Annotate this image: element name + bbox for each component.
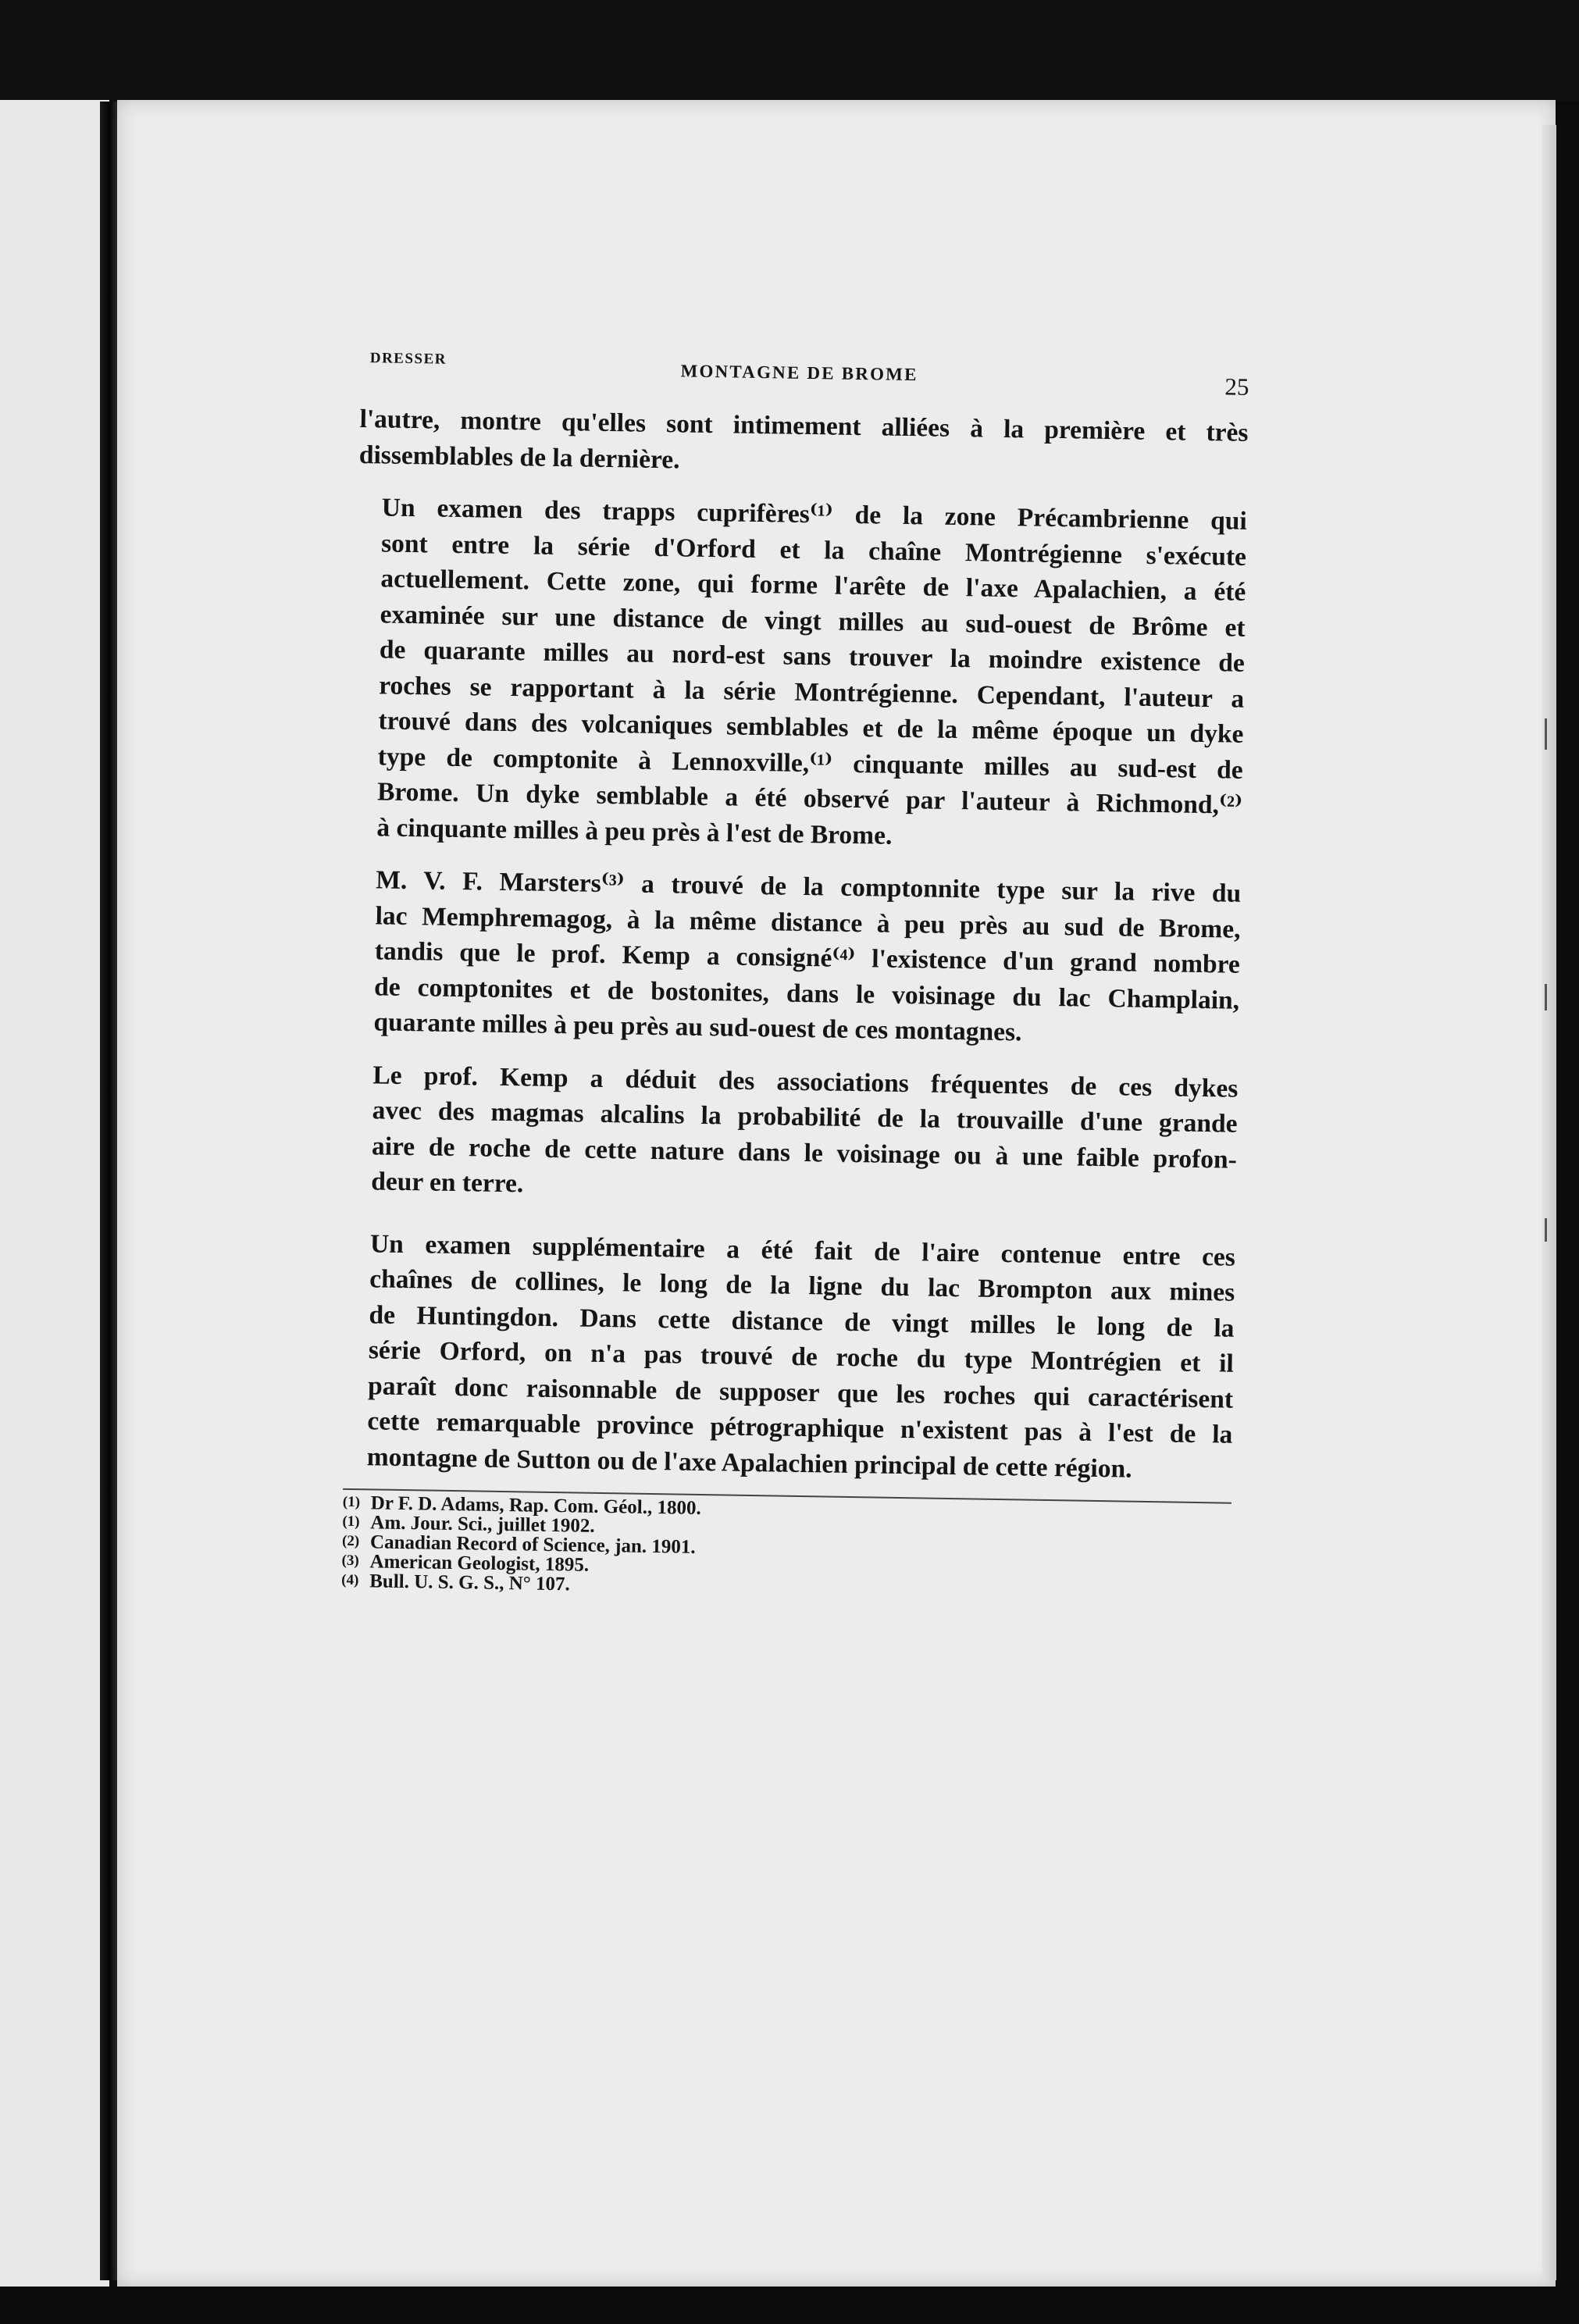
- footnote-mark: (2): [341, 1532, 360, 1550]
- text-line: dissemblables de la dernière.: [358, 440, 680, 474]
- footnote-text: Bull. U. S. G. S., N° 107.: [369, 1570, 571, 1595]
- page-text-block: [341, 350, 1249, 1605]
- footnote-mark: (1): [342, 1513, 360, 1531]
- text-line: de Huntingdon. Dans cette distance de vingt milles le long de la: [369, 1299, 1235, 1343]
- text-line: sont entre la série d'Orford et la chaîne Montrégienne s'exécute: [380, 528, 1247, 572]
- footnote-mark: (4): [341, 1571, 359, 1589]
- running-head-author: DRESSER: [369, 350, 447, 368]
- text-line: deur en terre.: [370, 1167, 524, 1199]
- text-line: Un examen des trapps cuprifères⁽¹⁾ de la zone Précambrienne qui: [381, 493, 1247, 536]
- text-line: tandis que le prof. Kemp a consigné⁽⁴⁾ l'existence d'un grand nombre: [374, 936, 1241, 979]
- text-line: cette remarquable province pétrographique n'existent pas à l'est de la: [367, 1406, 1233, 1449]
- margin-mark: [1545, 1218, 1547, 1242]
- book-gutter-shadow: [100, 102, 117, 2280]
- paragraph: [353, 490, 1247, 859]
- text-line: à cinquante milles à peu près à l'est de Brome.: [376, 812, 893, 850]
- text-line: chaînes de collines, le long de la ligne du lac Brompton aux mines: [369, 1264, 1235, 1307]
- text-line: l'autre, montre qu'elles sont intimement alliées à la première et très: [359, 404, 1249, 447]
- text-line: examinée sur une distance de vingt milles au sud-ouest de Brôme et: [380, 599, 1246, 643]
- text-line: série Orford, on n'a pas trouvé de roche du type Montrégien et il: [368, 1335, 1235, 1378]
- footnote-text: Canadian Record of Science, jan. 1901.: [369, 1531, 696, 1558]
- paragraph: [343, 1225, 1235, 1488]
- text-line: M. V. F. Marsters⁽³⁾ a trouvé de la comptonnite type sur la rive du: [376, 865, 1242, 908]
- text-line: lac Memphremagog, à la même distance à peu près au sud de Brome,: [375, 900, 1241, 944]
- running-head-title: MONTAGNE DE BROME: [680, 361, 918, 385]
- footnote-text: Dr F. D. Adams, Rap. Com. Géol., 1800.: [370, 1492, 701, 1520]
- text-line: quarante milles à peu près au sud-ouest de ces montagnes.: [373, 1007, 1022, 1047]
- text-line: de quarante milles au nord-est sans trouver la moindre existence de: [379, 635, 1246, 678]
- text-line: trouvé dans des volcaniques semblables et de la même époque un dyke: [378, 706, 1244, 749]
- text-line: roches se rapportant à la série Montrégienne. Cependant, l'auteur a: [378, 670, 1245, 714]
- text-line: de comptonites et de bostonites, dans le voisinage du lac Champlain,: [373, 971, 1240, 1015]
- page-number: 25: [1224, 372, 1249, 401]
- footnotes: [341, 1493, 1231, 1605]
- text-line: actuellement. Cette zone, qui forme l'arête de l'axe Apalachien, a été: [380, 564, 1246, 607]
- text-line: montagne de Sutton ou de l'axe Apalachien principal de cette région.: [366, 1442, 1132, 1484]
- text-line: Un examen supplémentaire a été fait de l'aire contenue entre ces: [369, 1228, 1236, 1272]
- text-line: avec des magmas alcalins la probabilité de la trouvaille d'une grande: [372, 1096, 1238, 1139]
- footnote-mark: (1): [342, 1493, 361, 1511]
- page-right-edge: [1542, 125, 1556, 2280]
- paragraph: [350, 862, 1241, 1053]
- text-line: aire de roche de cette nature dans le voisinage ou à une faible profon-: [371, 1131, 1238, 1174]
- text-line: Le prof. Kemp a déduit des associations fréquentes de ces dykes: [372, 1060, 1239, 1103]
- paragraph: [359, 401, 1249, 487]
- text-line: type de comptonite à Lennoxville,⁽¹⁾ cinquante milles au sud-est de: [377, 741, 1243, 785]
- facing-page-edge: [0, 100, 109, 2287]
- paragraph: [348, 1057, 1239, 1213]
- scan-background-top: [0, 0, 1579, 102]
- text-line: Brome. Un dyke semblable a été observé par l'auteur à Richmond,⁽²⁾: [376, 777, 1243, 820]
- footnote-text: Am. Jour. Sci., juillet 1902.: [370, 1512, 595, 1537]
- footnote-mark: (3): [341, 1552, 359, 1570]
- text-line: paraît donc raisonnable de supposer que les roches qui caractérisent: [367, 1371, 1234, 1414]
- margin-mark: [1545, 718, 1547, 750]
- footnote-text: American Geologist, 1895.: [369, 1551, 590, 1576]
- margin-mark: [1545, 984, 1547, 1011]
